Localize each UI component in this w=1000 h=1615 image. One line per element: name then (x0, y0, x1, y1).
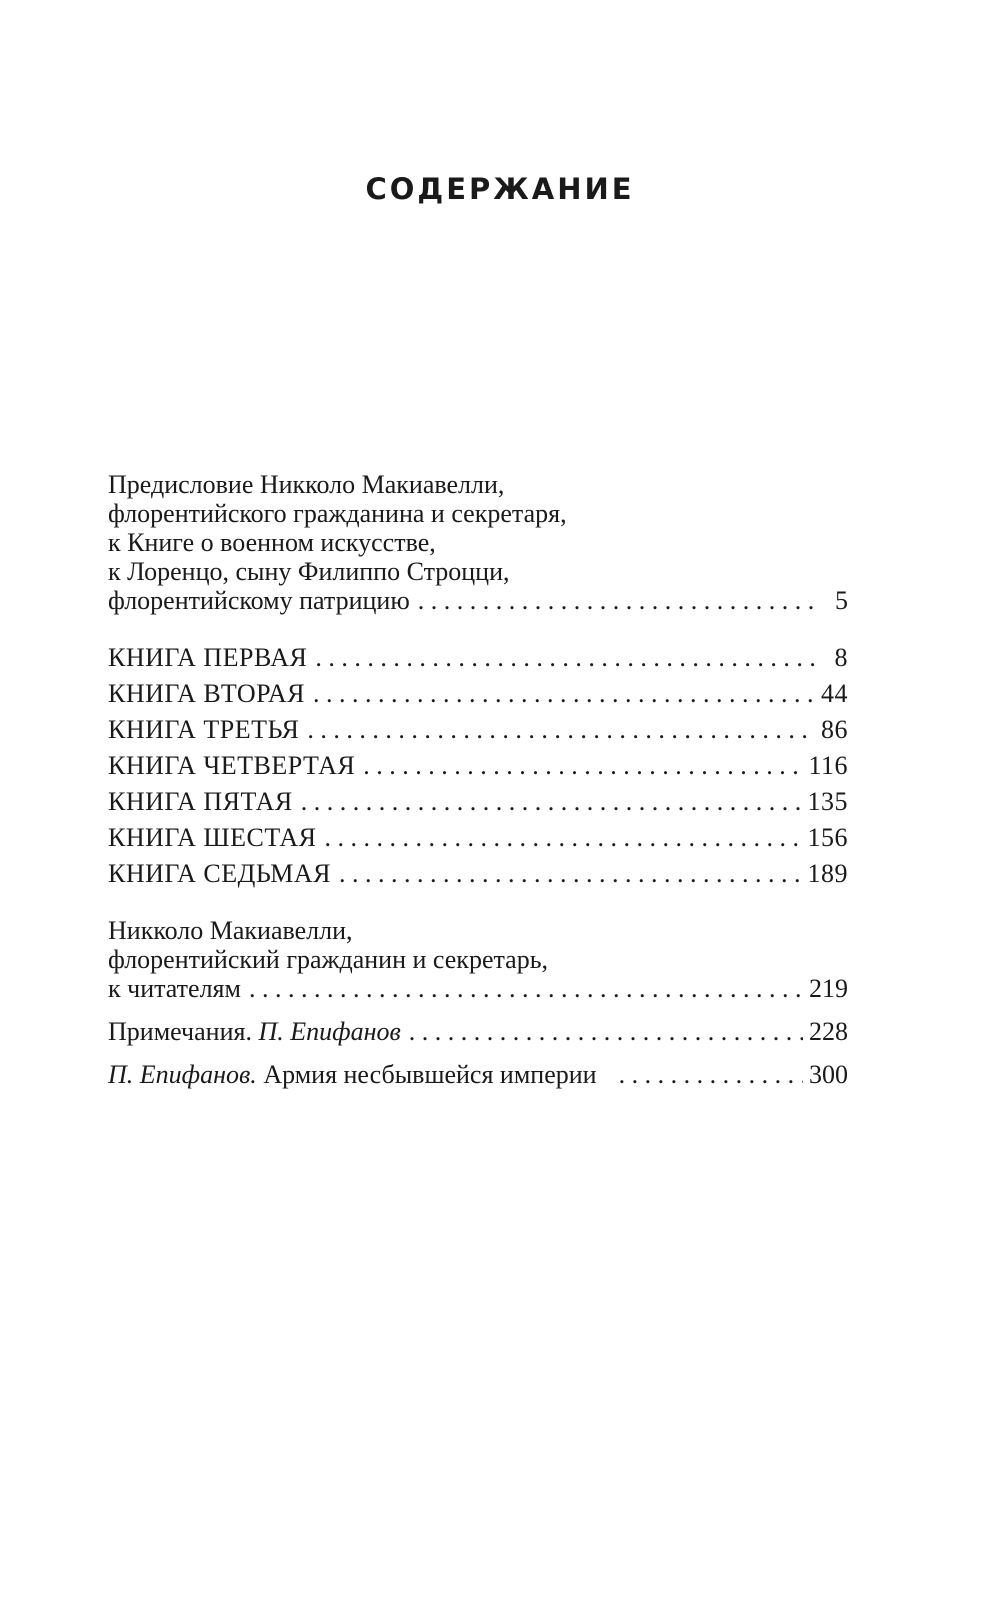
page-number: 135 (807, 787, 848, 816)
toc-entry-book-7[interactable] (108, 857, 848, 891)
toc-entry-preface[interactable] (108, 584, 848, 618)
toc-entry-book-4[interactable] (108, 749, 848, 783)
dot-leader (315, 641, 818, 675)
page-title: СОДЕРЖАНИЕ (365, 172, 635, 206)
dot-leader (249, 972, 803, 1006)
book-label: КНИГА ТРЕТЬЯ (108, 715, 300, 744)
dot-leader (307, 713, 815, 747)
toc-entry-essay[interactable] (108, 1058, 848, 1092)
page-number: 8 (834, 643, 848, 672)
page-number: 189 (807, 859, 848, 888)
book-label: КНИГА ЧЕТВЕРТАЯ (108, 751, 356, 780)
page-number: 44 (821, 679, 848, 708)
notes-label: Примечания. (108, 1017, 259, 1046)
toc-entry-book-5[interactable] (108, 785, 848, 819)
dot-leader (409, 1015, 803, 1049)
essay-label: Армия несбывшейся империи (256, 1060, 597, 1089)
toc-entry-book-1[interactable] (108, 641, 848, 675)
page-number: 156 (807, 823, 848, 852)
dot-leader (619, 1058, 803, 1092)
dot-leader (418, 584, 818, 618)
notes-label-wrap (108, 1015, 401, 1049)
dot-leader (339, 857, 802, 891)
preface-last-line: флорентийскому патрицию (108, 586, 410, 615)
page-number: 219 (809, 974, 848, 1003)
toc-entry-book-3[interactable] (108, 713, 848, 747)
book-label: КНИГА ПЕРВАЯ (108, 643, 308, 672)
page-number: 300 (809, 1060, 848, 1089)
preface-line-1: Предисловие Никколо Макиавелли, (108, 470, 505, 499)
page-number: 228 (809, 1017, 848, 1046)
page-number: 86 (821, 715, 848, 744)
book-label: КНИГА ПЯТАЯ (108, 787, 293, 816)
preface-line-4: к Лоренцо, сыну Филиппо Строцци, (108, 557, 510, 586)
notes-author: П. Епифанов (258, 1017, 401, 1046)
essay-author: П. Епифанов. (108, 1060, 257, 1089)
afterword-line-1: Никколо Макиавелли, (108, 916, 353, 945)
toc-entry-notes[interactable] (108, 1015, 848, 1049)
afterword-line-2: флорентийский гражданин и секретарь, (108, 945, 549, 974)
dot-leader (363, 749, 802, 783)
preface-line-3: к Книге о военном искусстве, (108, 528, 436, 557)
book-label: КНИГА СЕДЬМАЯ (108, 859, 331, 888)
preface-line-2: флорентийского гражданина и секретаря, (108, 499, 567, 528)
book-label: КНИГА ВТОРАЯ (108, 679, 305, 708)
dot-leader (301, 785, 802, 819)
essay-label-wrap (108, 1058, 597, 1092)
page-number: 116 (808, 751, 848, 780)
dot-leader (325, 821, 802, 855)
toc-entry-book-6[interactable] (108, 821, 848, 855)
toc-entry-book-2[interactable] (108, 677, 848, 711)
page-number: 5 (835, 586, 848, 615)
book-label: КНИГА ШЕСТАЯ (108, 823, 317, 852)
afterword-last-line: к читателям (108, 974, 241, 1003)
dot-leader (313, 677, 815, 711)
toc-entry-afterword[interactable] (108, 972, 848, 1006)
